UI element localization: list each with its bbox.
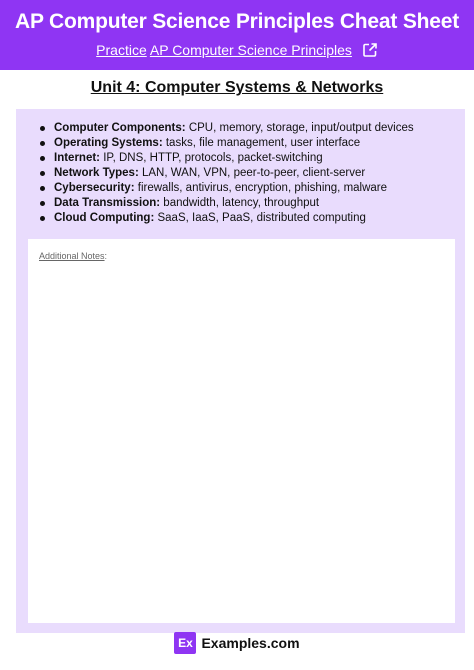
footer[interactable] (0, 632, 474, 656)
practice-link[interactable] (0, 42, 474, 61)
list-item (38, 166, 458, 181)
list-item (38, 196, 458, 211)
page-header (0, 0, 474, 70)
item-desc: SaaS, IaaS, PaaS, distributed computing (157, 212, 366, 224)
list-item (38, 181, 458, 196)
list-item (38, 211, 458, 226)
item-term: Cybersecurity: (54, 182, 135, 194)
item-desc: CPU, memory, storage, input/output devices (188, 122, 414, 134)
brand-name[interactable]: Examples.com (201, 635, 300, 651)
list-item (38, 136, 458, 151)
notes-area[interactable] (28, 239, 455, 623)
item-term: Operating Systems: (54, 137, 163, 149)
notes-label (39, 251, 107, 261)
topic-list (38, 121, 458, 226)
item-desc: IP, DNS, HTTP, protocols, packet-switching (103, 152, 323, 164)
item-term: Computer Components: (54, 122, 186, 134)
page-title: AP Computer Science Principles Cheat Sheet (14, 10, 460, 33)
item-desc: bandwidth, latency, throughput (163, 197, 320, 209)
list-item (38, 151, 458, 166)
content-panel (16, 109, 465, 633)
notes-label-colon: : (104, 251, 108, 261)
external-link-icon[interactable] (362, 42, 378, 61)
item-term: Cloud Computing: (54, 212, 155, 224)
item-term: Data Transmission: (54, 197, 161, 209)
examples-logo-icon[interactable]: Ex (174, 632, 196, 654)
notes-label-text: Additional Notes (39, 251, 105, 261)
item-term: Network Types: (54, 167, 139, 179)
item-desc: LAN, WAN, VPN, peer-to-peer, client-server (141, 167, 366, 179)
list-item (38, 121, 458, 136)
item-desc: firewalls, antivirus, encryption, phishing, malware (137, 182, 388, 194)
item-term: Internet: (54, 152, 100, 164)
item-desc: tasks, file management, user interface (165, 137, 361, 149)
practice-prefix[interactable]: Practice (96, 42, 147, 58)
unit-title: Unit 4: Computer Systems & Networks (90, 79, 384, 96)
practice-link-text[interactable]: AP Computer Science Principles (149, 42, 352, 58)
